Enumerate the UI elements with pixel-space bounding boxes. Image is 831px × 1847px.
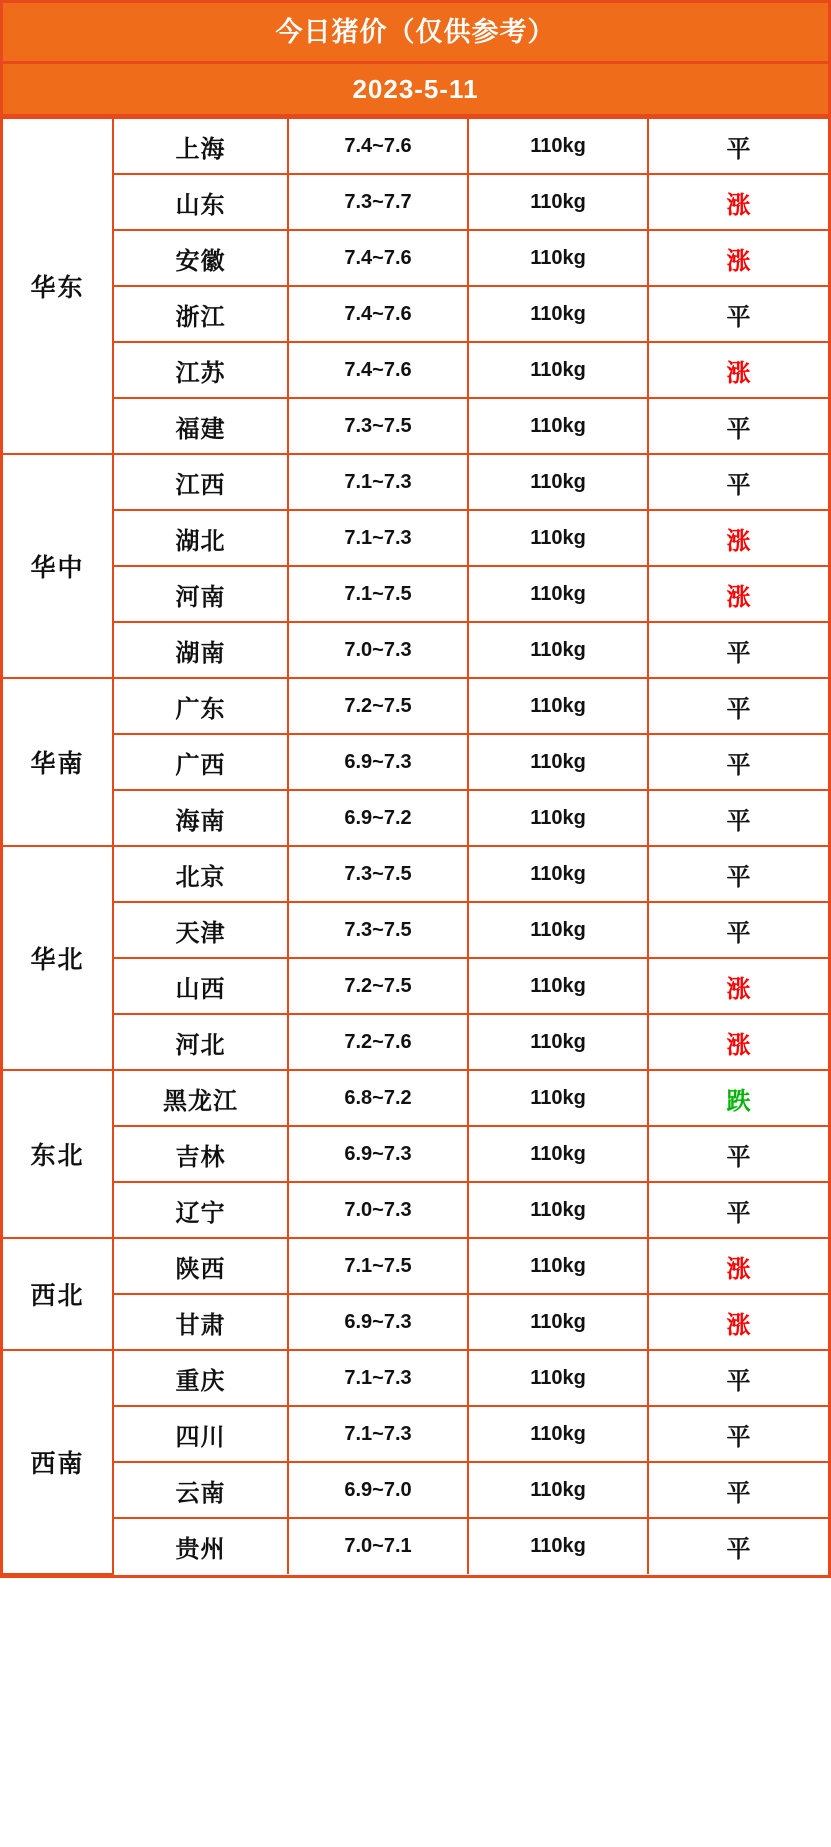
province-cell: 广西 (113, 734, 288, 790)
weight-cell: 110kg (468, 678, 648, 734)
table-row (3, 902, 828, 958)
weight-cell: 110kg (468, 622, 648, 678)
trend-cell: 平 (648, 1126, 828, 1182)
table-row (3, 118, 828, 174)
province-cell: 山西 (113, 958, 288, 1014)
table-row (3, 678, 828, 734)
price-cell: 7.0~7.3 (288, 1182, 468, 1238)
weight-cell: 110kg (468, 454, 648, 510)
price-table (3, 117, 828, 1575)
price-cell: 7.3~7.5 (288, 902, 468, 958)
weight-cell: 110kg (468, 902, 648, 958)
weight-cell: 110kg (468, 342, 648, 398)
trend-cell: 涨 (648, 342, 828, 398)
price-cell: 7.1~7.3 (288, 510, 468, 566)
weight-cell: 110kg (468, 1518, 648, 1574)
trend-cell: 平 (648, 846, 828, 902)
table-row (3, 230, 828, 286)
region-cell: 西南 (3, 1350, 113, 1574)
weight-cell: 110kg (468, 1294, 648, 1350)
region-cell: 华北 (3, 846, 113, 1070)
province-cell: 江西 (113, 454, 288, 510)
price-cell: 7.1~7.3 (288, 1350, 468, 1406)
trend-cell: 涨 (648, 1294, 828, 1350)
price-cell: 7.1~7.5 (288, 1238, 468, 1294)
province-cell: 吉林 (113, 1126, 288, 1182)
province-cell: 山东 (113, 174, 288, 230)
table-row (3, 1126, 828, 1182)
table-row (3, 566, 828, 622)
trend-cell: 平 (648, 1518, 828, 1574)
table-row (3, 1014, 828, 1070)
price-cell: 7.3~7.7 (288, 174, 468, 230)
province-cell: 广东 (113, 678, 288, 734)
table-row (3, 958, 828, 1014)
weight-cell: 110kg (468, 118, 648, 174)
price-cell: 7.3~7.5 (288, 846, 468, 902)
table-row (3, 398, 828, 454)
trend-cell: 平 (648, 678, 828, 734)
price-cell: 7.1~7.3 (288, 1406, 468, 1462)
province-cell: 甘肃 (113, 1294, 288, 1350)
province-cell: 江苏 (113, 342, 288, 398)
weight-cell: 110kg (468, 286, 648, 342)
trend-cell: 跌 (648, 1070, 828, 1126)
province-cell: 重庆 (113, 1350, 288, 1406)
province-cell: 北京 (113, 846, 288, 902)
price-cell: 7.4~7.6 (288, 118, 468, 174)
province-cell: 湖北 (113, 510, 288, 566)
trend-cell: 涨 (648, 174, 828, 230)
trend-cell: 平 (648, 902, 828, 958)
price-cell: 6.9~7.2 (288, 790, 468, 846)
table-row (3, 1070, 828, 1126)
province-cell: 河北 (113, 1014, 288, 1070)
trend-cell: 涨 (648, 1014, 828, 1070)
price-cell: 7.3~7.5 (288, 398, 468, 454)
table-row (3, 1350, 828, 1406)
trend-cell: 涨 (648, 510, 828, 566)
table-row (3, 510, 828, 566)
weight-cell: 110kg (468, 734, 648, 790)
province-cell: 浙江 (113, 286, 288, 342)
province-cell: 福建 (113, 398, 288, 454)
table-row (3, 1238, 828, 1294)
trend-cell: 涨 (648, 566, 828, 622)
trend-cell: 平 (648, 1350, 828, 1406)
table-row (3, 1406, 828, 1462)
weight-cell: 110kg (468, 1014, 648, 1070)
table-row (3, 734, 828, 790)
table-row (3, 286, 828, 342)
trend-cell: 平 (648, 398, 828, 454)
price-cell: 7.4~7.6 (288, 230, 468, 286)
table-row (3, 1182, 828, 1238)
price-cell: 7.1~7.5 (288, 566, 468, 622)
region-cell: 华中 (3, 454, 113, 678)
weight-cell: 110kg (468, 958, 648, 1014)
table-row (3, 846, 828, 902)
price-cell: 6.9~7.3 (288, 1294, 468, 1350)
table-row (3, 1462, 828, 1518)
weight-cell: 110kg (468, 1182, 648, 1238)
trend-cell: 涨 (648, 958, 828, 1014)
weight-cell: 110kg (468, 790, 648, 846)
table-row (3, 1518, 828, 1574)
trend-cell: 平 (648, 1182, 828, 1238)
province-cell: 黑龙江 (113, 1070, 288, 1126)
weight-cell: 110kg (468, 174, 648, 230)
province-cell: 天津 (113, 902, 288, 958)
weight-cell: 110kg (468, 230, 648, 286)
table-row (3, 622, 828, 678)
table-row (3, 1294, 828, 1350)
region-cell: 东北 (3, 1070, 113, 1238)
weight-cell: 110kg (468, 1070, 648, 1126)
trend-cell: 平 (648, 286, 828, 342)
region-cell: 西北 (3, 1238, 113, 1350)
table-row (3, 454, 828, 510)
province-cell: 海南 (113, 790, 288, 846)
province-cell: 辽宁 (113, 1182, 288, 1238)
table-row (3, 174, 828, 230)
weight-cell: 110kg (468, 510, 648, 566)
province-cell: 云南 (113, 1462, 288, 1518)
price-cell: 7.2~7.5 (288, 678, 468, 734)
weight-cell: 110kg (468, 1238, 648, 1294)
province-cell: 湖南 (113, 622, 288, 678)
province-cell: 安徽 (113, 230, 288, 286)
region-cell: 华东 (3, 118, 113, 454)
trend-cell: 平 (648, 1462, 828, 1518)
trend-cell: 平 (648, 734, 828, 790)
page-title: 今日猪价（仅供参考） (3, 3, 828, 64)
weight-cell: 110kg (468, 566, 648, 622)
province-cell: 陕西 (113, 1238, 288, 1294)
table-row (3, 790, 828, 846)
price-cell: 6.9~7.3 (288, 734, 468, 790)
trend-cell: 平 (648, 1406, 828, 1462)
trend-cell: 涨 (648, 230, 828, 286)
province-cell: 贵州 (113, 1518, 288, 1574)
price-cell: 6.9~7.0 (288, 1462, 468, 1518)
price-cell: 7.0~7.1 (288, 1518, 468, 1574)
price-cell: 7.2~7.6 (288, 1014, 468, 1070)
weight-cell: 110kg (468, 846, 648, 902)
province-cell: 四川 (113, 1406, 288, 1462)
weight-cell: 110kg (468, 1350, 648, 1406)
price-cell: 7.1~7.3 (288, 454, 468, 510)
price-cell: 7.4~7.6 (288, 286, 468, 342)
price-table-body (3, 118, 828, 1574)
trend-cell: 平 (648, 454, 828, 510)
price-cell: 7.4~7.6 (288, 342, 468, 398)
date-label: 2023-5-11 (3, 64, 828, 117)
price-cell: 7.0~7.3 (288, 622, 468, 678)
trend-cell: 平 (648, 790, 828, 846)
province-cell: 上海 (113, 118, 288, 174)
trend-cell: 平 (648, 622, 828, 678)
weight-cell: 110kg (468, 1462, 648, 1518)
price-cell: 7.2~7.5 (288, 958, 468, 1014)
trend-cell: 涨 (648, 1238, 828, 1294)
weight-cell: 110kg (468, 1406, 648, 1462)
weight-cell: 110kg (468, 1126, 648, 1182)
trend-cell: 平 (648, 118, 828, 174)
price-cell: 6.9~7.3 (288, 1126, 468, 1182)
table-row (3, 342, 828, 398)
price-cell: 6.8~7.2 (288, 1070, 468, 1126)
weight-cell: 110kg (468, 398, 648, 454)
province-cell: 河南 (113, 566, 288, 622)
region-cell: 华南 (3, 678, 113, 846)
